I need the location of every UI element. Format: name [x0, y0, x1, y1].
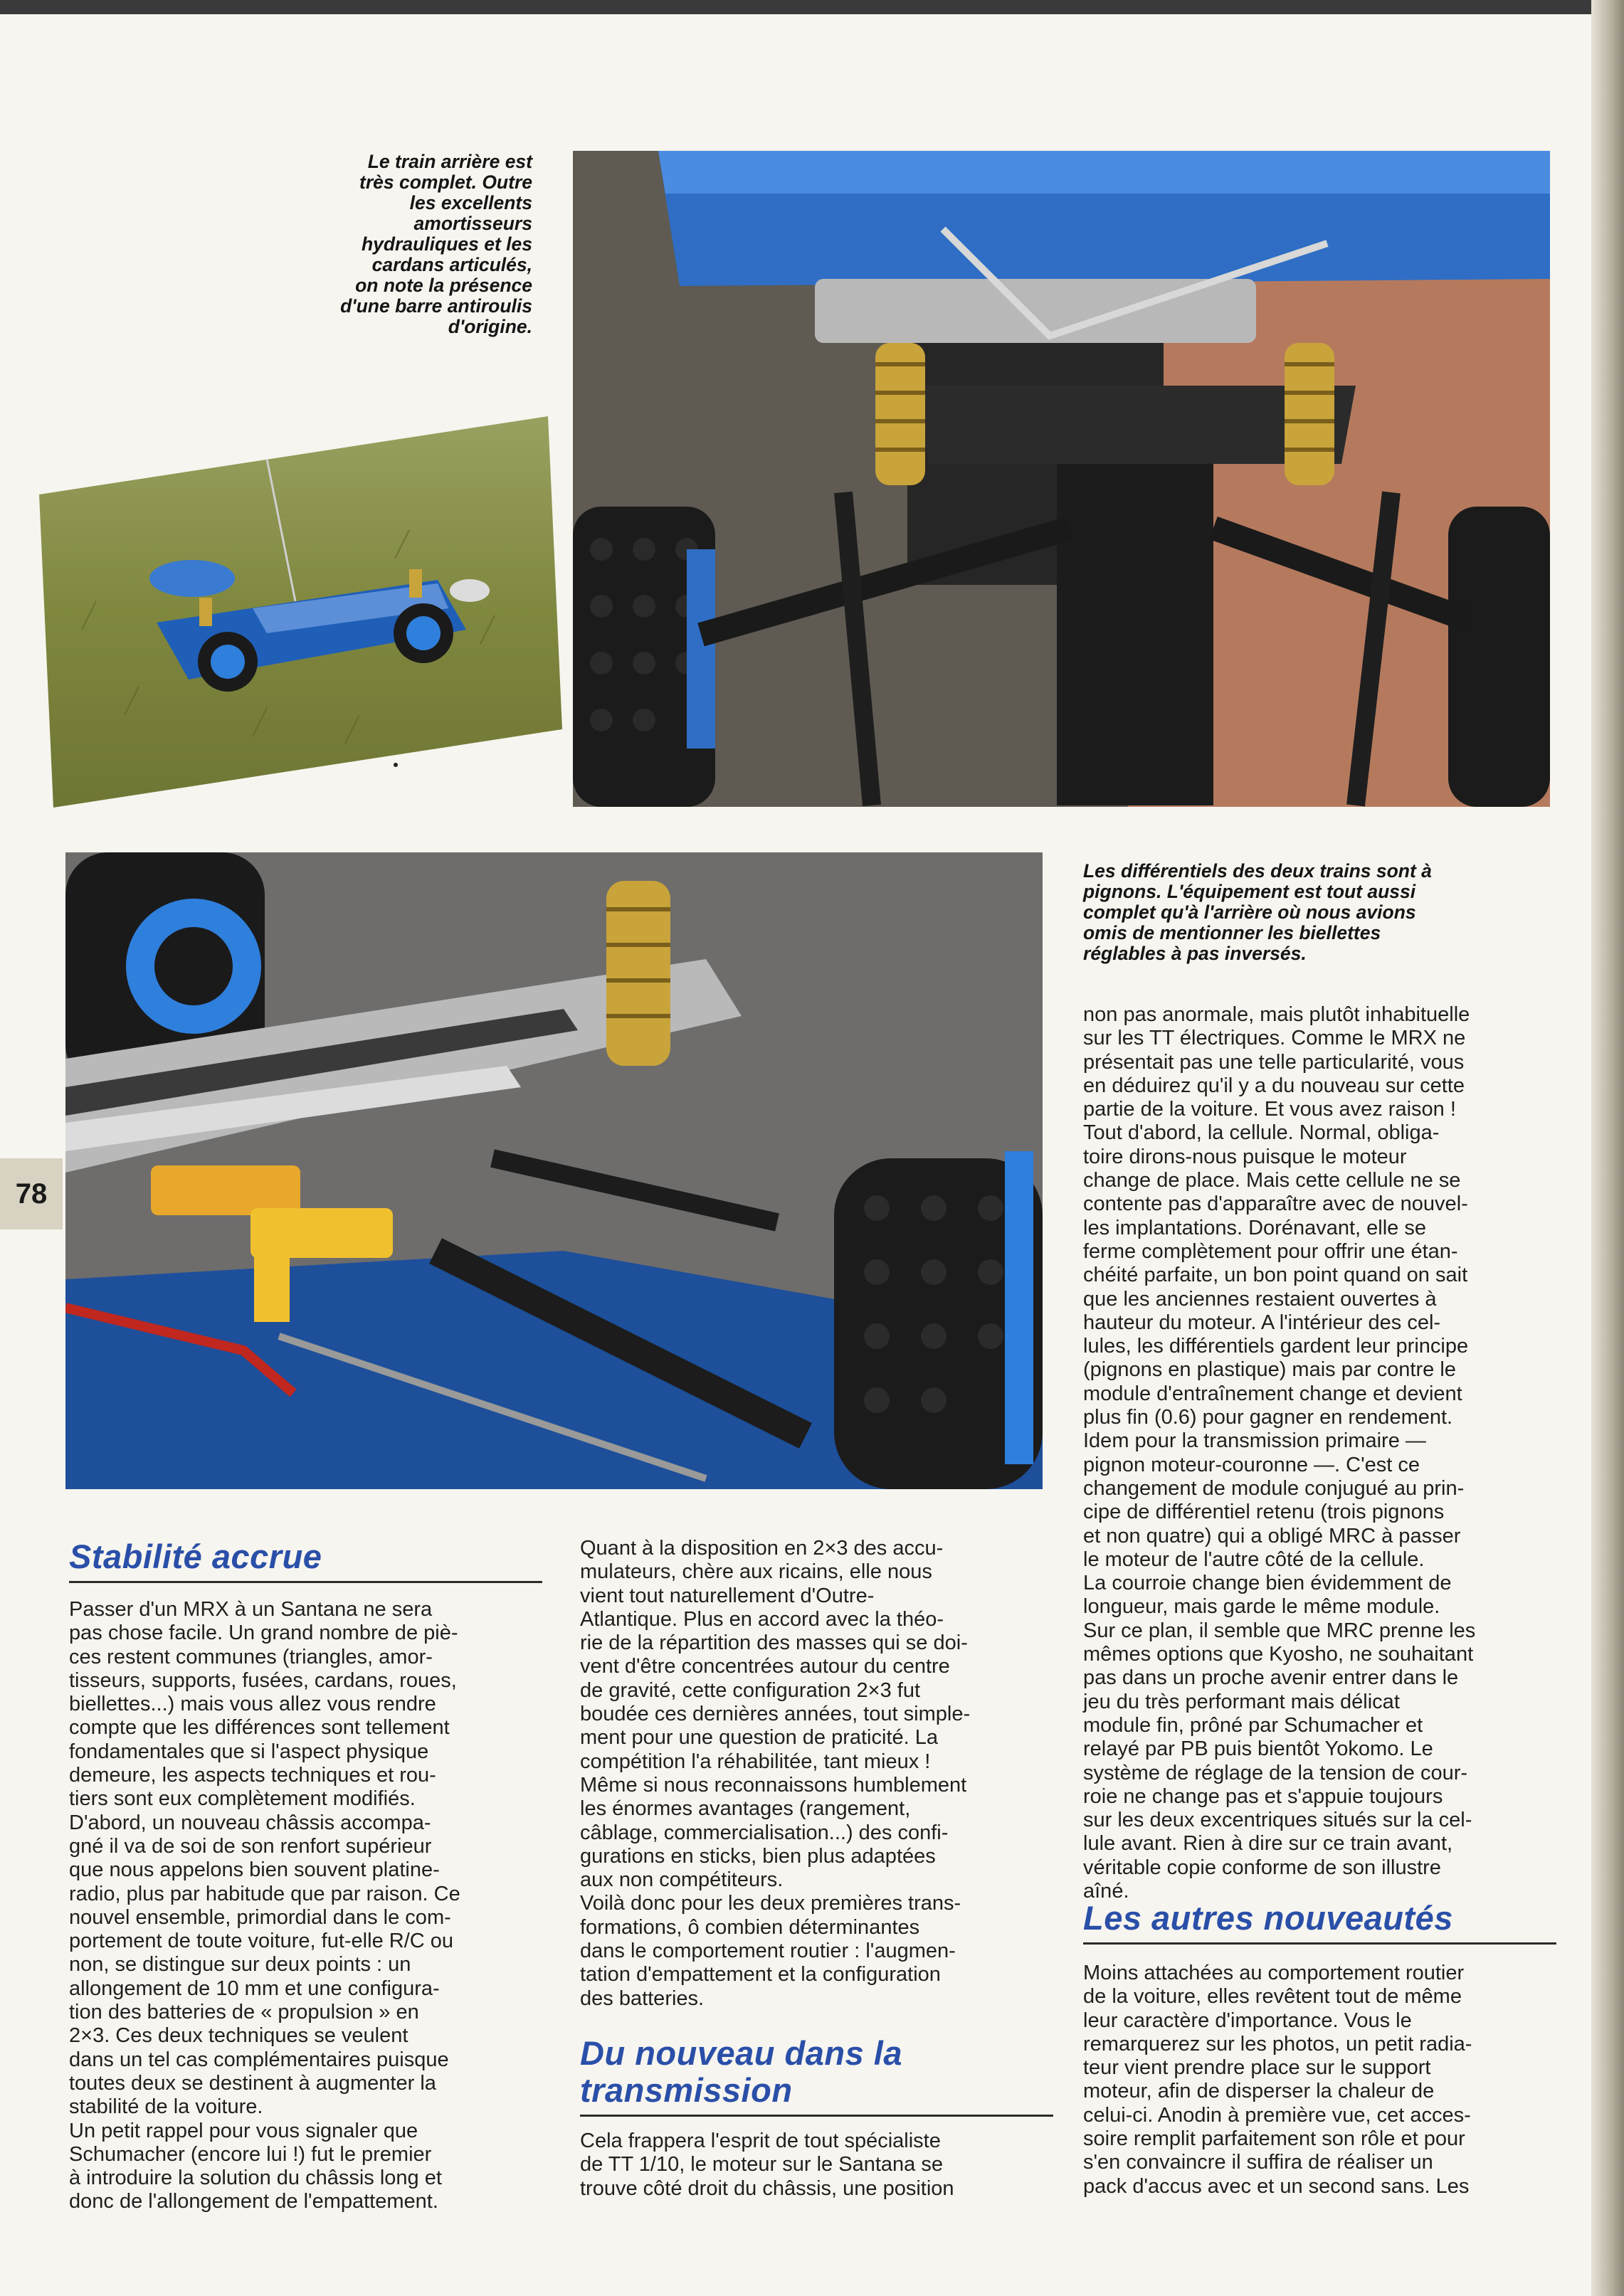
caption-rear-train	[270, 152, 532, 337]
text-line: mulateurs, chère aux ricains, elle nous	[580, 1560, 932, 1584]
print-speck	[394, 763, 398, 767]
text-line: gné il va de soi de son renfort supérieur	[69, 1834, 432, 1858]
text-line: ferme complètement pour offrir une étan-	[1083, 1239, 1458, 1263]
body-column-2-bottom	[580, 2130, 1053, 2201]
text-line: teur vient prendre place sur le support	[1083, 2056, 1431, 2080]
heading-line: Les autres nouveautés	[1083, 1899, 1453, 1937]
text-line: (pignons en plastique) mais par contre le	[1083, 1358, 1456, 1382]
caption-line: omis de mentionner les biellettes	[1083, 922, 1381, 943]
text-line: et non quatre) qui a obligé MRC à passer	[1083, 1524, 1461, 1548]
text-line: non pas anormale, mais plutôt inhabituelle	[1083, 1003, 1470, 1026]
text-line: dans un tel cas complémentaires puisque	[69, 2048, 449, 2071]
text-line: que nous appelons bien souvent platine-	[69, 1858, 440, 1882]
text-line: jeu du très performant mais délicat	[1083, 1690, 1400, 1713]
text-line: radio, plus par habitude que par raison. Ce	[69, 1882, 460, 1905]
text-line: contente pas d'apparaître avec de nouvel-	[1083, 1192, 1468, 1216]
caption-line: d'origine.	[448, 316, 532, 337]
text-line: hauteur du moteur. A l'intérieur des cel-	[1083, 1311, 1441, 1334]
text-line: Schumacher (encore lui !) fut le premier	[69, 2142, 432, 2166]
text-line: système de réglage de la tension de cour-	[1083, 1761, 1468, 1784]
text-line: Cela frappera l'esprit de tout spécialiste	[580, 2130, 941, 2152]
caption-line: amortisseurs	[413, 213, 532, 234]
caption-line: réglables à pas inversés.	[1083, 943, 1307, 964]
heading-line: Du nouveau dans la	[580, 2034, 902, 2072]
caption-line: cardans articulés,	[371, 254, 532, 275]
text-line: lules, les différentiels gardent leur principe	[1083, 1335, 1469, 1358]
text-line: ces restent communes (triangles, amor-	[69, 1645, 433, 1668]
text-line: mêmes options que Kyosho, ne souhaitant	[1083, 1643, 1474, 1666]
text-line: Sur ce plan, il semble que MRC prenne les	[1083, 1619, 1476, 1642]
text-line: trouve côté droit du châssis, une position	[580, 2176, 954, 2200]
text-line: tisseurs, supports, fusées, cardans, roues,	[69, 1668, 457, 1692]
text-line: D'abord, un nouveau châssis accompa-	[69, 1811, 431, 1834]
text-line: vient tout naturellement d'Outre-	[580, 1584, 875, 1607]
text-line: partie de la voiture. Et vous avez raison !	[1083, 1098, 1456, 1121]
text-line: pignon moteur-couronne —. C'est ce	[1083, 1453, 1420, 1476]
caption-differentials	[1083, 861, 1539, 964]
text-line: chéité parfaite, un bon point quand on sait	[1083, 1264, 1468, 1287]
photo-front-chassis	[65, 852, 1043, 1489]
body-column-3-bottom	[1083, 1962, 1560, 2199]
text-line: présentait pas une telle particularité, vous	[1083, 1050, 1465, 1074]
top-edge-bar	[0, 0, 1624, 14]
text-line: Passer d'un MRX à un Santana ne sera	[69, 1598, 433, 1621]
text-line: Moins attachées au comportement routier	[1083, 1962, 1465, 1984]
text-line: module d'entraînement change et devient	[1083, 1382, 1462, 1405]
text-line: sur les deux excentriques situés sur la cel-	[1083, 1809, 1472, 1832]
text-line: celui-ci. Anodin à première vue, cet acces-	[1083, 2103, 1471, 2127]
caption-line: les excellents	[409, 192, 532, 213]
text-line: La courroie change bien évidemment de	[1083, 1572, 1452, 1595]
text-line: câblage, commercialisation...) des confi-	[580, 1821, 949, 1844]
text-line: non, se distingue sur deux points : un	[69, 1953, 411, 1977]
text-line: toire dirons-nous puisque le moteur	[1083, 1145, 1407, 1168]
text-line: lule avant. Rien à dire sur ce train avant,	[1083, 1832, 1453, 1856]
heading-rule	[1083, 1942, 1556, 1945]
text-line: dans le comportement routier : l'augmen-	[580, 1940, 956, 1963]
text-line: soire remplit parfaitement son rôle et pour	[1083, 2127, 1465, 2151]
heading-line: Stabilité accrue	[69, 1538, 322, 1575]
heading-line: transmission	[580, 2071, 793, 2109]
text-line: les énormes avantages (rangement,	[580, 1797, 911, 1821]
text-line: les implantations. Dorénavant, elle se	[1083, 1216, 1426, 1239]
text-line: stabilité de la voiture.	[69, 2095, 263, 2119]
text-line: donc de l'allongement de l'empattement.	[69, 2190, 438, 2213]
text-line: le moteur de l'autre côté de la cellule.	[1083, 1548, 1425, 1571]
text-line: ment pour une question de praticité. La	[580, 1726, 938, 1750]
body-column-2-top	[580, 1537, 1053, 2011]
text-line: Tout d'abord, la cellule. Normal, obliga-	[1083, 1121, 1440, 1145]
heading-rule	[580, 2115, 1053, 2117]
text-line: de TT 1/10, le moteur sur le Santana se	[580, 2153, 943, 2176]
text-line: change de place. Mais cette cellule ne se	[1083, 1169, 1461, 1192]
text-line: moteur, afin de disperser la chaleur de	[1083, 2080, 1435, 2103]
caption-line: on note la présence	[355, 275, 532, 296]
text-line: sur les TT électriques. Comme le MRX ne	[1083, 1027, 1466, 1050]
text-line: compétition l'a réhabilitée, tant mieux !	[580, 1750, 931, 1773]
caption-line: très complet. Outre	[359, 171, 532, 193]
text-line: tiers sont eux complètement modifiés.	[69, 1787, 416, 1811]
text-line: tation d'empattement et la configuration	[580, 1963, 941, 1986]
heading-rule	[69, 1581, 542, 1583]
text-line: portement de toute voiture, fut-elle R/C ou	[69, 1930, 454, 1953]
text-line: Idem pour la transmission primaire —	[1083, 1429, 1426, 1453]
caption-line: complet qu'à l'arrière où nous avions	[1083, 901, 1416, 923]
text-line: allongement de 10 mm et une configura-	[69, 1977, 440, 2000]
photo-car-on-grass	[39, 416, 562, 808]
text-line: cipe de différentiel retenu (trois pignons	[1083, 1501, 1445, 1524]
text-line: leur caractère d'importance. Vous le	[1083, 2009, 1412, 2032]
caption-line: Le train arrière est	[367, 151, 532, 172]
text-line: compte que les différences sont tellement	[69, 1716, 450, 1740]
text-line: vent d'être concentrées autour du centre	[580, 1655, 950, 1678]
text-line: toutes deux se destinent à augmenter la	[69, 2071, 436, 2095]
text-line: pack d'accus avec et un second sans. Les	[1083, 2174, 1470, 2198]
text-line: Atlantique. Plus en accord avec la théo-	[580, 1607, 944, 1631]
text-line: boudée ces dernières années, tout simple-	[580, 1703, 971, 1726]
page-fold-edge	[1591, 0, 1624, 2296]
text-line: roie ne change pas et s'appuie toujours	[1083, 1784, 1443, 1808]
text-line: Quant à la disposition en 2×3 des accu-	[580, 1537, 944, 1560]
text-line: de la voiture, elles revêtent tout de même	[1083, 1985, 1462, 2009]
text-line: Voilà donc pour les deux premières trans-	[580, 1892, 961, 1915]
text-line: nouvel ensemble, primordial dans le com-	[69, 1905, 451, 1929]
caption-line: Les différentiels des deux trains sont à	[1083, 860, 1432, 882]
text-line: demeure, les aspects techniques et rou-	[69, 1764, 436, 1787]
caption-line: hydrauliques et les	[361, 233, 532, 255]
text-line: longueur, mais garde le même module.	[1083, 1595, 1440, 1619]
text-line: rie de la répartition des masses qui se doi-	[580, 1631, 968, 1655]
text-line: aîné.	[1083, 1879, 1129, 1903]
text-line: remarquerez sur les photos, un petit radia-	[1083, 2032, 1472, 2056]
section-heading-transmission	[580, 2035, 902, 2109]
text-line: Même si nous reconnaissons humblement	[580, 1773, 967, 1797]
text-line: aux non compétiteurs.	[580, 1868, 784, 1892]
body-column-1	[69, 1598, 546, 2214]
text-line: pas dans un proche avenir entrer dans le	[1083, 1666, 1459, 1690]
text-line: en déduirez qu'il y a du nouveau sur cette	[1083, 1074, 1465, 1097]
text-line: formations, ô combien déterminantes	[580, 1915, 920, 1939]
body-column-3-top	[1083, 1003, 1560, 1903]
text-line: véritable copie conforme de son illustre	[1083, 1856, 1441, 1879]
text-line: plus fin (0.6) pour gagner en rendement.	[1083, 1406, 1453, 1429]
photo-rear-train	[573, 151, 1550, 807]
text-line: Un petit rappel pour vous signaler que	[69, 2119, 418, 2142]
text-line: de gravité, cette configuration 2×3 fut	[580, 1678, 921, 1702]
text-line: des batteries.	[580, 1986, 705, 2010]
text-line: module fin, prôné par Schumacher et	[1083, 1713, 1423, 1737]
text-line: relayé par PB puis bientôt Yokomo. Le	[1083, 1737, 1433, 1761]
page-number: 78	[0, 1158, 63, 1229]
text-line: que les anciennes restaient ouvertes à	[1083, 1287, 1437, 1311]
text-line: gurations en sticks, bien plus adaptées	[580, 1844, 936, 1868]
text-line: tion des batteries de « propulsion » en	[69, 2001, 419, 2024]
caption-line: pignons. L'équipement est tout aussi	[1083, 881, 1416, 902]
text-line: s'en convaincre il suffira de réaliser un	[1083, 2151, 1433, 2174]
text-line: pas chose facile. Un grand nombre de piè-	[69, 1622, 458, 1645]
text-line: fondamentales que si l'aspect physique	[69, 1740, 429, 1763]
text-line: à introduire la solution du châssis long et	[69, 2167, 442, 2190]
text-line: biellettes...) mais vous allez vous rendre	[69, 1693, 436, 1716]
text-line: 2×3. Ces deux techniques se veulent	[69, 2024, 408, 2048]
section-heading-nouveautes	[1083, 1900, 1453, 1937]
section-heading-stabilite	[69, 1538, 322, 1575]
text-line: changement de module conjugué au prin-	[1083, 1476, 1465, 1500]
caption-line: d'une barre antiroulis	[340, 295, 532, 317]
